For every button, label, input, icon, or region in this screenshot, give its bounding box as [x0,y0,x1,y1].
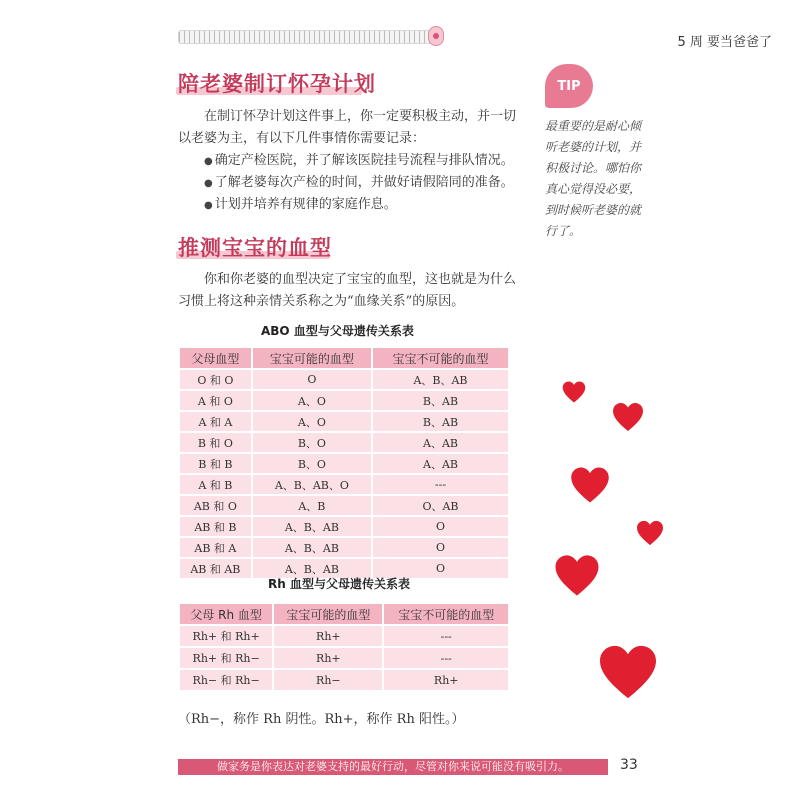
table-cell: A 和 O [179,390,252,411]
table-cell: O 和 O [179,369,252,390]
page-number: 33 [620,757,638,773]
ruler-knob-icon [428,26,444,46]
heart-icon [554,554,600,597]
column-header: 宝宝不可能的血型 [383,603,509,625]
table-cell: A、B、AB [252,516,372,537]
rh-note: （Rh−，称作 Rh 阴性。Rh+，称作 Rh 阳性。） [178,712,465,727]
table-cell: A、B [252,495,372,516]
heart-icon [636,520,664,546]
abo-table-title: ABO 血型与父母遗传关系表 [261,324,414,338]
rh-table [178,602,510,692]
chapter-title: 5 周 要当爸爸了 [677,35,772,50]
table-cell: AB 和 AB [179,558,252,579]
table-cell: Rh− 和 Rh− [179,669,273,691]
table-header-row [179,603,509,625]
abo-table [178,346,510,580]
table-header-row [179,347,509,369]
column-header: 宝宝可能的血型 [252,347,372,369]
table-cell: AB 和 O [179,495,252,516]
ruler-bar [178,30,440,44]
rh-table-title: Rh 血型与父母遗传关系表 [268,577,410,591]
tip-badge: TIP [545,64,593,108]
table-row [179,453,509,474]
column-header: 父母 Rh 血型 [179,603,273,625]
table-cell: B 和 O [179,432,252,453]
table-cell: A、AB [372,432,509,453]
table-cell: A、O [252,411,372,432]
section-title-blood-type: 推测宝宝的血型 [178,236,332,260]
table-cell: Rh+ 和 Rh− [179,647,273,669]
table-row [179,411,509,432]
table-cell: --- [383,625,509,647]
footer-banner: 做家务是你表达对老婆支持的最好行动，尽管对你来说可能没有吸引力。 [178,759,608,775]
table-row [179,432,509,453]
table-cell: Rh− [273,669,383,691]
list-item-text: 确定产检医院，并了解该医院挂号流程与排队情况。 [214,153,514,168]
table-cell: O [372,516,509,537]
list-item [204,172,514,194]
table-cell: B、O [252,453,372,474]
table-cell: B、AB [372,411,509,432]
table-row [179,537,509,558]
list-item [204,150,514,172]
table-cell: AB 和 A [179,537,252,558]
table-row [179,625,509,647]
section-intro-blood-type: 你和你老婆的血型决定了宝宝的血型，这也就是为什么习惯上将这种亲情关系称之为“血缘关系”的原因。 [178,272,517,309]
column-header: 父母血型 [179,347,252,369]
section-intro-plan: 在制订怀孕计划这件事上，你一定要积极主动，并一切以老婆为主，有以下几件事情你需要记录： [178,109,517,146]
table-cell: B 和 B [179,453,252,474]
table-cell: A、B、AB [372,369,509,390]
table-cell: A 和 B [179,474,252,495]
table-row [179,474,509,495]
table-cell: O、AB [372,495,509,516]
table-cell: Rh+ 和 Rh+ [179,625,273,647]
table-cell: O [372,558,509,579]
heart-icon [612,402,644,432]
table-cell: O [372,537,509,558]
table-cell: B、AB [372,390,509,411]
list-item-text: 计划并培养有规律的家庭作息。 [214,197,397,212]
column-header: 宝宝不可能的血型 [372,347,509,369]
table-cell: A、O [252,390,372,411]
table-row [179,647,509,669]
table-cell: A、AB [372,453,509,474]
table-cell: A、B、AB [252,558,372,579]
section-title-plan: 陪老婆制订怀孕计划 [178,72,376,96]
tip-text: 最重要的是耐心倾听老婆的计划，并积极讨论。哪怕你真心觉得没必要，到时候听老婆的就行了。 [545,119,642,238]
table-cell: A 和 A [179,411,252,432]
table-cell: A、B、AB [252,537,372,558]
table-row [179,390,509,411]
heart-icon [598,644,658,700]
table-row [179,516,509,537]
list-item [204,194,514,216]
table-cell: --- [383,647,509,669]
ruler-ticks [179,31,439,43]
table-cell: --- [372,474,509,495]
table-cell: Rh+ [273,625,383,647]
column-header: 宝宝可能的血型 [273,603,383,625]
table-row [179,495,509,516]
heart-icon [562,380,586,404]
table-cell: O [252,369,372,390]
table-cell: A、B、AB、O [252,474,372,495]
table-cell: B、O [252,432,372,453]
list-item-text: 了解老婆每次产检的时间，并做好请假陪同的准备。 [214,175,514,190]
table-cell: Rh+ [273,647,383,669]
progress-ruler [178,28,440,44]
table-cell: AB 和 B [179,516,252,537]
plan-bullet-list [204,150,514,216]
table-row [179,669,509,691]
table-cell: Rh+ [383,669,509,691]
heart-icon [570,466,610,504]
table-row [179,369,509,390]
